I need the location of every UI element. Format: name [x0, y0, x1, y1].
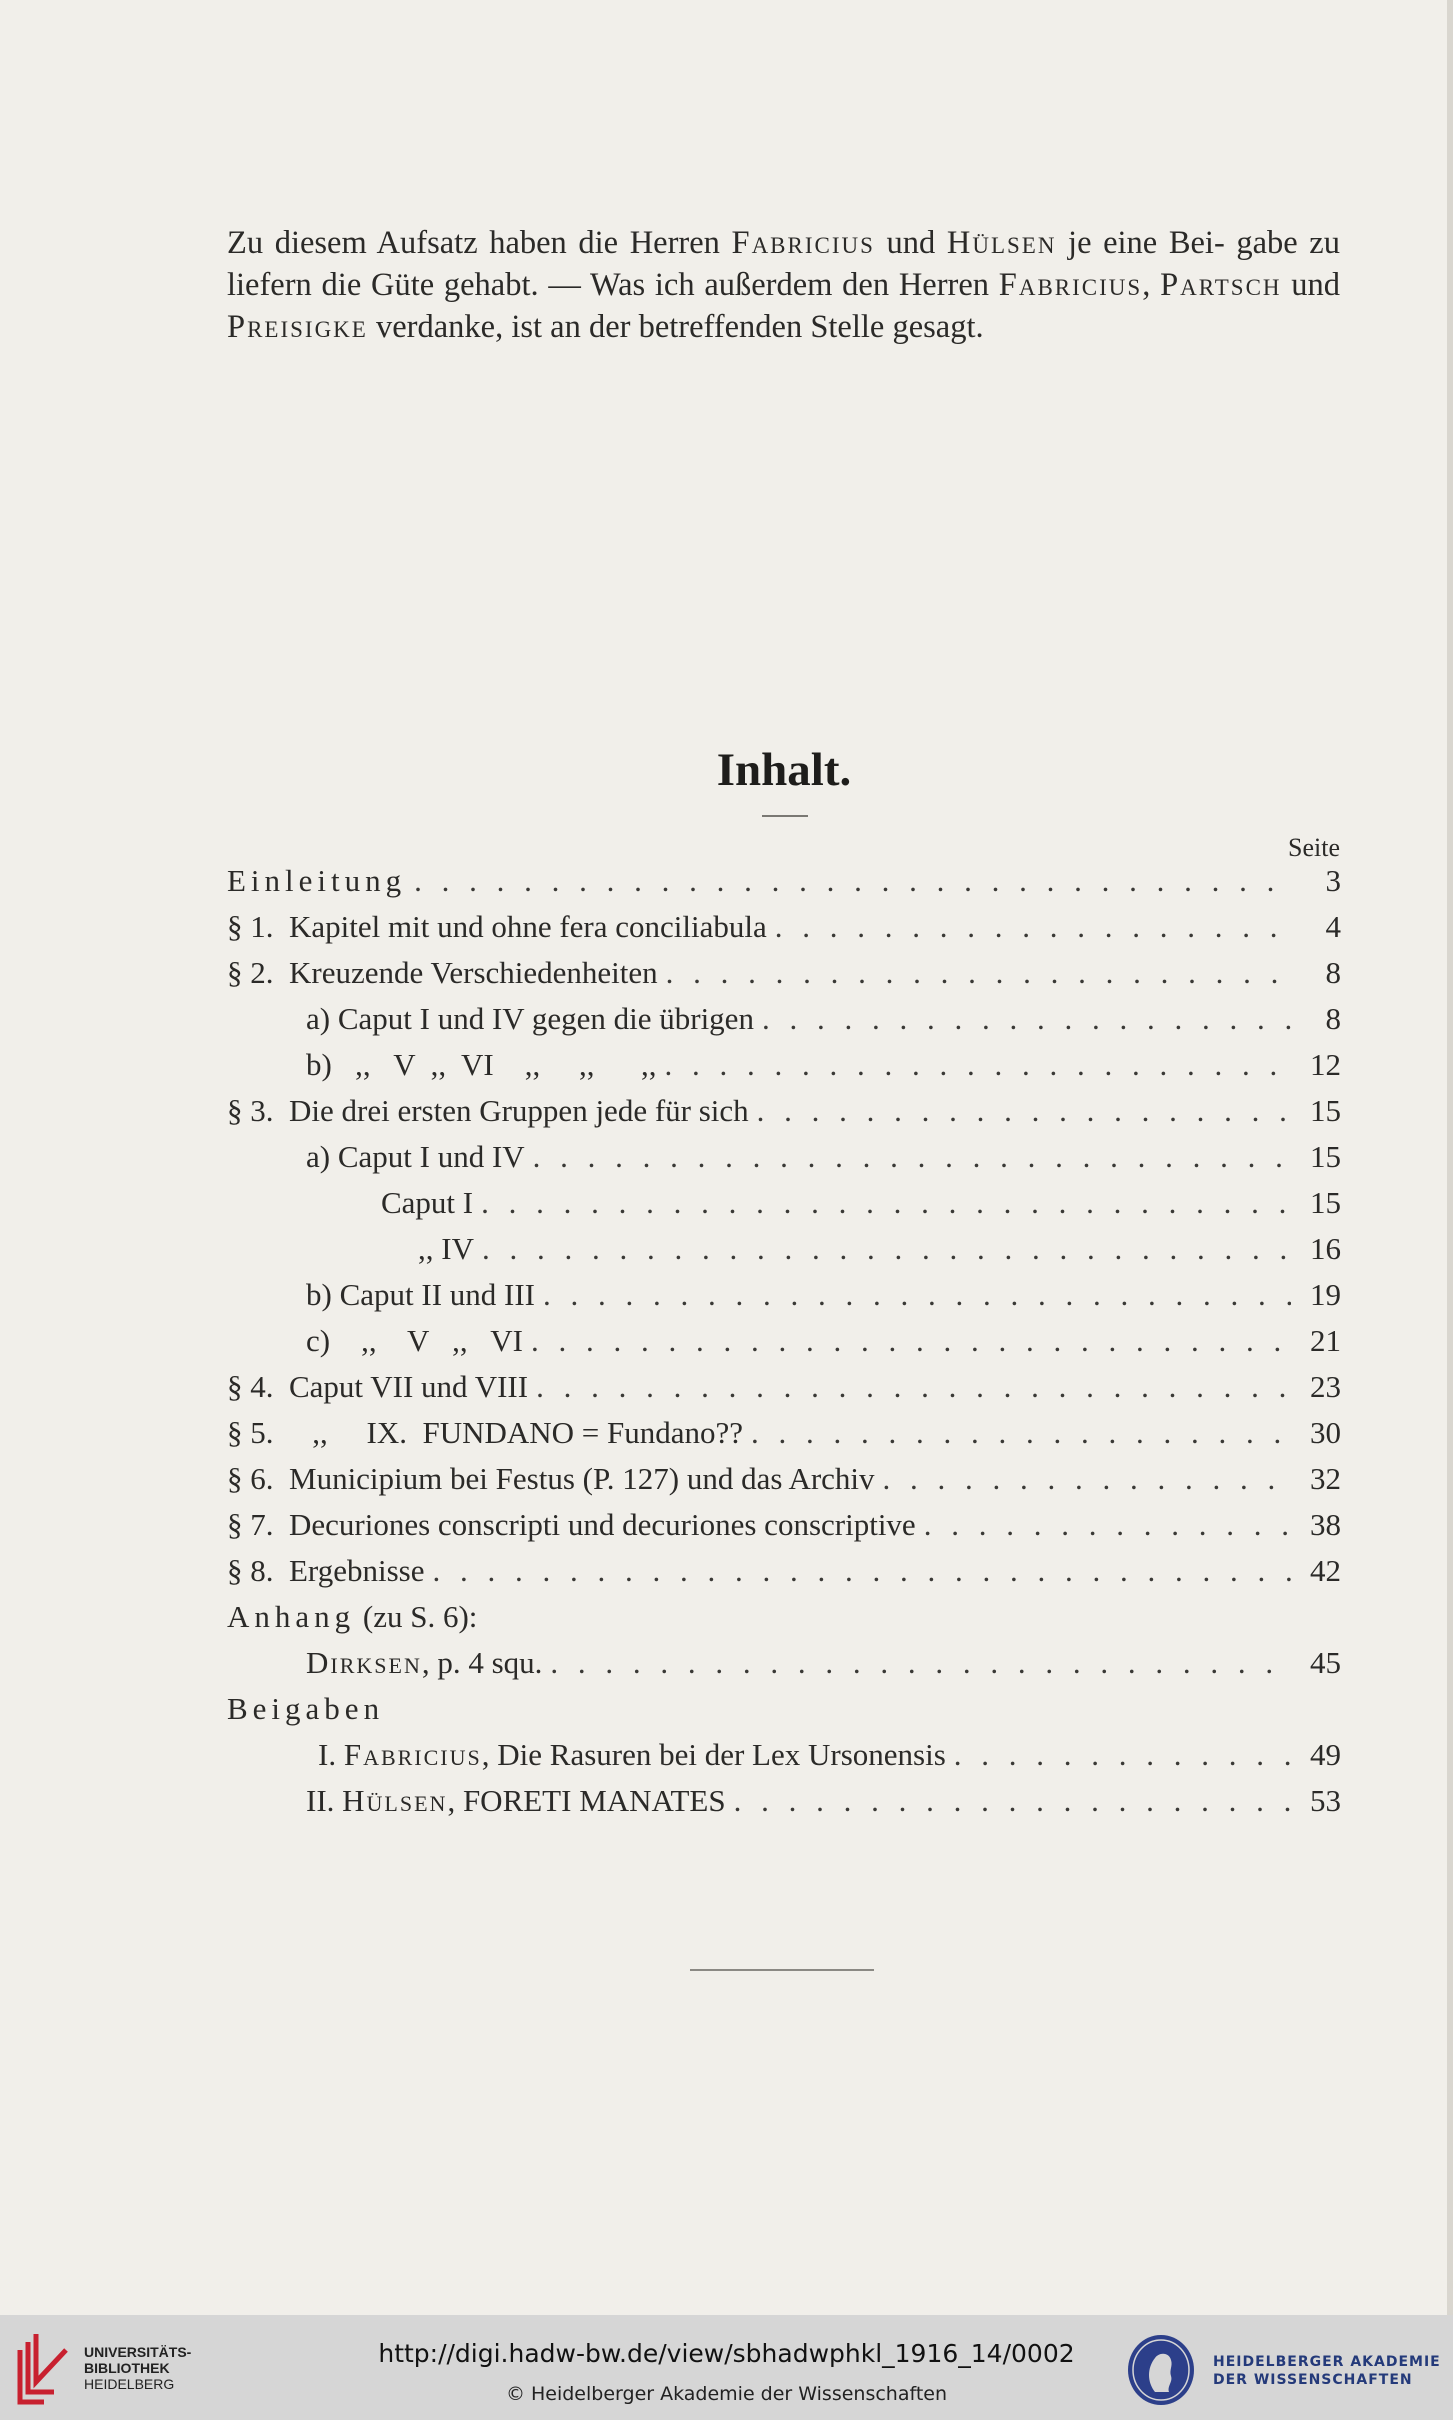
toc-entry-beigabe-2: II. Hülsen, FORETI MANATES . . . 53 — [306, 1778, 1341, 1824]
university-library-name: UNIVERSITÄTS- BIBLIOTHEK HEIDELBERG — [84, 2344, 192, 2392]
page-edge — [1447, 0, 1453, 2315]
toc-entry-dirksen: Dirksen, p. 4 squ. . . . 45 — [306, 1640, 1341, 1686]
intro-paragraph: Zu diesem Aufsatz haben die Herren Fabricius und Hülsen je eine Bei- gabe zu liefern die Güte gehabt. — Was ich außerdem den Herren Fabricius, Partsch und Preisigke verdanke, ist an der betreffenden Stelle gesagt. — [227, 225, 1340, 345]
closing-rule — [690, 1969, 874, 1971]
page-column-header: Seite — [1288, 833, 1340, 862]
toc-entry-section-2a: a) Caput I und IV gegen die übrigen . . . 8 — [306, 996, 1341, 1042]
page-title: Inhalt. — [716, 744, 852, 796]
toc-entry-beigabe-1: I. Fabricius, Die Rasuren bei der Lex Ursonensis . . . 49 — [318, 1732, 1341, 1778]
toc-entry-section-8: § 8. Ergebnisse . . . 42 — [227, 1548, 1341, 1594]
author-name: Partsch — [1160, 267, 1282, 303]
toc-heading-anhang: Anhang (zu S. 6): — [227, 1599, 478, 1634]
academy-name: HEIDELBERGER AKADEMIE DER WISSENSCHAFTEN — [1213, 2354, 1441, 2388]
toc-heading-beigaben: Beigaben — [227, 1691, 385, 1726]
title-rule — [762, 815, 808, 817]
toc-entry-caput-4: ,, IV . . . 16 — [418, 1226, 1341, 1272]
author-name: Hülsen — [946, 225, 1057, 261]
academy-seal-icon — [1125, 2332, 1197, 2408]
toc-entry-section-1: § 1. Kapitel mit und ohne fera conciliabula . . . 4 — [227, 904, 1341, 950]
toc-entry-section-3: § 3. Die drei ersten Gruppen jede für sich . . . 15 — [227, 1088, 1341, 1134]
toc-entry-section-6: § 6. Municipium bei Festus (P. 127) und das Archiv . . . 32 — [227, 1456, 1341, 1502]
toc-entry-section-3b: b) Caput II und III . . . 19 — [306, 1272, 1341, 1318]
permalink-url[interactable]: http://digi.hadw-bw.de/view/sbhadwphkl_1916_14/0002 — [378, 2339, 1075, 2368]
toc-entry-caput-1: Caput I . . . 15 — [381, 1180, 1341, 1226]
toc-entry-section-2: § 2. Kreuzende Verschiedenheiten . . . 8 — [227, 950, 1341, 996]
author-name: Preisigke — [227, 309, 368, 345]
toc-entry-einleitung: Einleitung . . . 3 — [227, 858, 1341, 904]
toc-entry-section-3a: a) Caput I und IV . . . 15 — [306, 1134, 1341, 1180]
toc-entry-section-4: § 4. Caput VII und VIII . . . 23 — [227, 1364, 1341, 1410]
copyright-notice: © Heidelberger Akademie der Wissenschaften — [505, 2383, 948, 2405]
toc-entry-section-2b: b) ,, V ,, VI ,, ,, ,, . . . 12 — [306, 1042, 1341, 1088]
author-name: Fabricius — [998, 267, 1143, 303]
toc-entry-section-7: § 7. Decuriones conscripti und decuriones conscriptive . . . 38 — [227, 1502, 1341, 1548]
toc-entry-section-3c: c) ,, V ,, VI . . . 21 — [306, 1318, 1341, 1364]
author-name: Fabricius — [731, 225, 875, 261]
toc-entry-section-5: § 5. ,, IX. FUNDANO = Fundano?? . . . 30 — [227, 1410, 1341, 1456]
viewer-footer — [0, 2315, 1453, 2420]
